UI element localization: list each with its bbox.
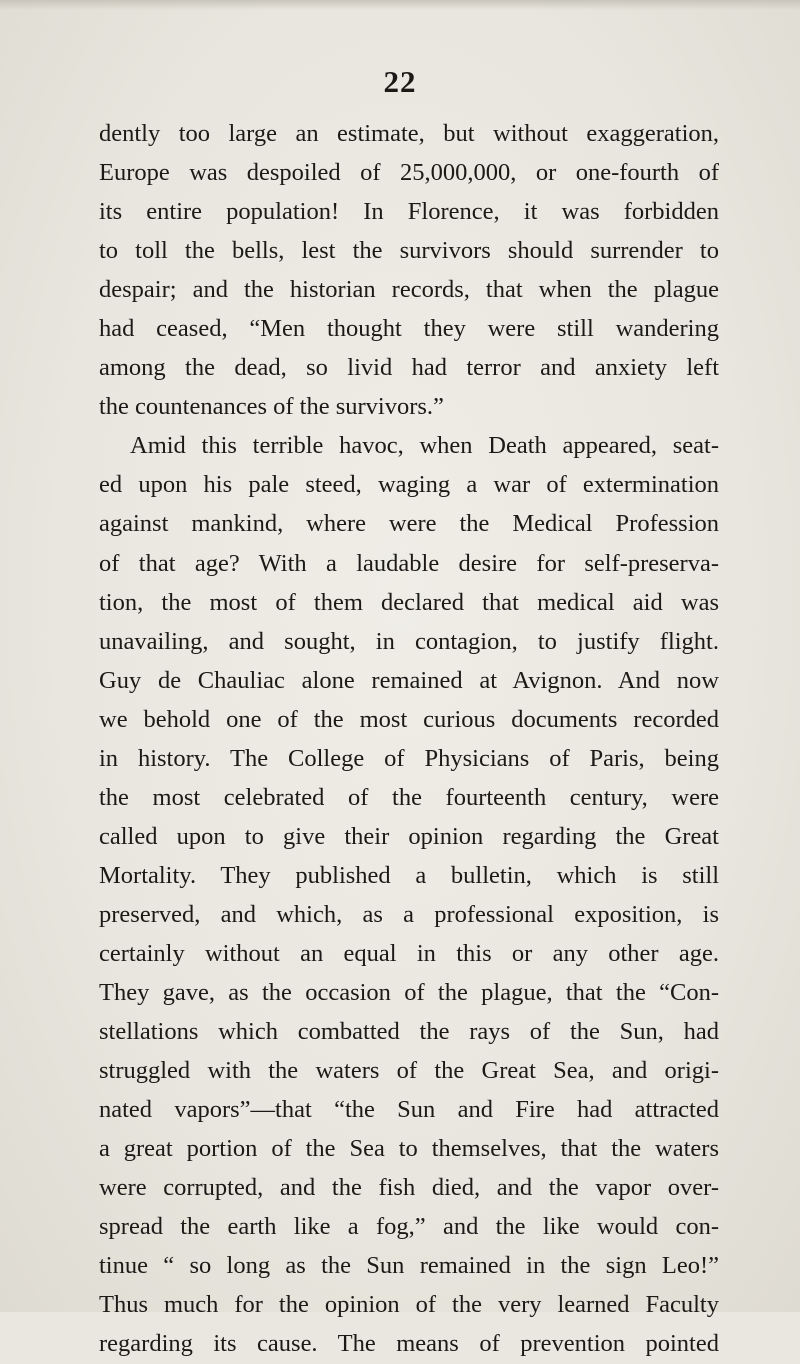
body-text bbox=[99, 114, 719, 1364]
text-line: despair; and the historian records, that when the plague bbox=[99, 276, 719, 304]
text-line: in history. The College of Physicians of Paris, being bbox=[99, 744, 719, 772]
text-line: among the dead, so livid had terror and anxiety left bbox=[99, 354, 719, 382]
text-line: its entire population! In Florence, it was forbidden bbox=[99, 198, 719, 226]
text-line: of that age? With a laudable desire for self-preserva- bbox=[99, 549, 719, 577]
page-top-edge bbox=[0, 0, 800, 10]
text-line: a great portion of the Sea to themselves, that the waters bbox=[99, 1135, 719, 1163]
text-line: dently too large an estimate, but without exaggeration, bbox=[99, 120, 719, 147]
text-line: had ceased, “Men thought they were still wandering bbox=[99, 315, 719, 343]
text-line: spread the earth like a fog,” and the like would con- bbox=[99, 1213, 719, 1241]
text-line: to toll the bells, lest the survivors should surrender to bbox=[99, 237, 719, 265]
text-line: Europe was despoiled of 25,000,000, or one-fourth of bbox=[99, 159, 719, 187]
text-line: stellations which combatted the rays of the Sun, had bbox=[99, 1018, 719, 1046]
text-line: Guy de Chauliac alone remained at Avignon. And now bbox=[99, 666, 719, 694]
text-line: tion, the most of them declared that medical aid was bbox=[99, 588, 719, 616]
text-line: we behold one of the most curious documents recorded bbox=[99, 705, 719, 733]
text-line: regarding its cause. The means of prevention pointed bbox=[99, 1330, 719, 1358]
text-line: ed upon his pale steed, waging a war of extermination bbox=[99, 471, 719, 499]
text-line: struggled with the waters of the Great Sea, and origi- bbox=[99, 1057, 719, 1085]
text-line: Mortality. They published a bulletin, which is still bbox=[99, 861, 719, 889]
text-line: preserved, and which, as a professional exposition, is bbox=[99, 900, 719, 928]
text-line: unavailing, and sought, in contagion, to justify flight. bbox=[99, 627, 719, 655]
text-line: the most celebrated of the fourteenth century, were bbox=[99, 783, 719, 811]
text-line: They gave, as the occasion of the plague, that the “Con- bbox=[99, 979, 719, 1007]
text-line: the countenances of the survivors.” bbox=[99, 393, 444, 421]
text-line: Thus much for the opinion of the very learned Faculty bbox=[99, 1291, 719, 1319]
text-line: Amid this terrible havoc, when Death appeared, seat- bbox=[130, 432, 719, 460]
text-line: were corrupted, and the fish died, and the vapor over- bbox=[99, 1174, 719, 1202]
page-number: 22 bbox=[383, 64, 417, 99]
text-line: nated vapors”—that “the Sun and Fire had attracted bbox=[99, 1096, 719, 1124]
text-line: tinue “ so long as the Sun remained in the sign Leo!” bbox=[99, 1252, 719, 1280]
text-line: against mankind, where were the Medical Profession bbox=[99, 510, 719, 538]
text-line: called upon to give their opinion regarding the Great bbox=[99, 822, 719, 850]
text-line: certainly without an equal in this or any other age. bbox=[99, 939, 719, 967]
